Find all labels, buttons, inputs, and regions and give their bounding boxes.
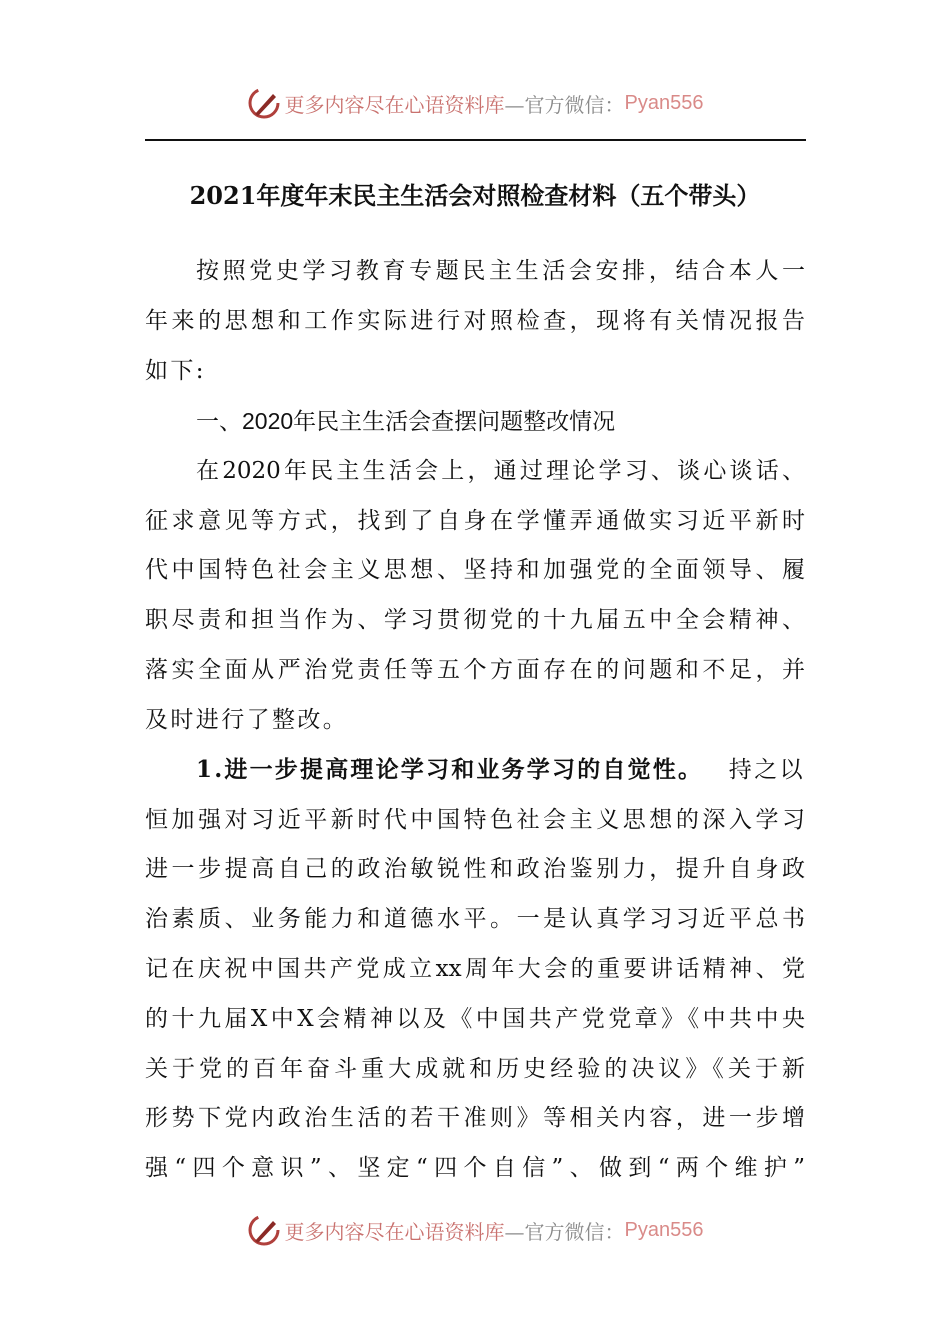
paragraph-line: 关于党的百年奋斗重大成就和历史经验的决议》《关于新: [145, 1056, 805, 1082]
paragraph-line: 进一步提高自己的政治敏锐性和政治鉴别力，提升自身政: [145, 856, 805, 882]
paragraph-line: 年来的思想和工作实际进行对照检查，现将有关情况报告: [145, 308, 805, 334]
paragraph-line: 职尽责和担当作为、学习贯彻党的十九届五中全会精神、: [145, 607, 805, 633]
paragraph-line: 形势下党内政治生活的若干准则》等相关内容，进一步增: [145, 1105, 805, 1131]
paragraph-line: [196, 753, 805, 787]
paragraph-line: 征求意见等方式，找到了自身在学懂弄通做实习近平新时: [145, 508, 805, 534]
document-title: 2021年度年末民主生活会对照检查材料（五个带头）: [189, 181, 761, 210]
watermark-header: [0, 83, 950, 123]
watermark-wechat-id: Pyan556: [624, 1218, 704, 1241]
paragraph-line: 落实全面从严治党责任等五个方面存在的问题和不足，并: [145, 657, 805, 683]
paragraph-line: 强“四个意识”、坚定“四个自信”、做到“两个维护”: [145, 1155, 805, 1181]
paragraph-line: 及时进行了整改。: [145, 707, 349, 733]
watermark-wechat-id: Pyan556: [624, 91, 704, 114]
header-rule: [145, 139, 806, 141]
paragraph-line: 的十九届X中X会精神以及《中国共产党党章》《中共中央: [145, 1006, 805, 1032]
paragraph-line: 代中国特色社会主义思想、坚持和加强党的全面领导、履: [145, 557, 805, 583]
paragraph-line: 在2020年民主生活会上，通过理论学习、谈心谈话、: [196, 458, 805, 484]
section-heading: 一、2020年民主生活会查摆问题整改情况: [196, 408, 616, 434]
lead-continuation: 持之以: [728, 757, 805, 783]
paragraph-line: 如下:: [145, 358, 206, 384]
paragraph-line: 记在庆祝中国共产党成立xx周年大会的重要讲话精神、党: [145, 956, 805, 982]
watermark-wechat-label: —官方微信：: [504, 1219, 625, 1244]
watermark-text: 更多内容尽在心语资料库: [284, 1219, 505, 1244]
paragraph-line: 按照党史学习教育专题民主生活会安排，结合本人一: [196, 258, 805, 284]
pen-logo-icon: [247, 86, 281, 120]
pen-logo-icon: [247, 1213, 281, 1247]
watermark-footer: [0, 1210, 950, 1250]
watermark-text: 更多内容尽在心语资料库: [284, 92, 505, 117]
bold-lead-text: 1.进一步提高理论学习和业务学习的自觉性。: [196, 756, 704, 783]
paragraph-line: 恒加强对习近平新时代中国特色社会主义思想的深入学习: [145, 807, 805, 833]
watermark-wechat-label: —官方微信：: [504, 92, 625, 117]
paragraph-line: 治素质、业务能力和道德水平。一是认真学习习近平总书: [145, 906, 805, 932]
